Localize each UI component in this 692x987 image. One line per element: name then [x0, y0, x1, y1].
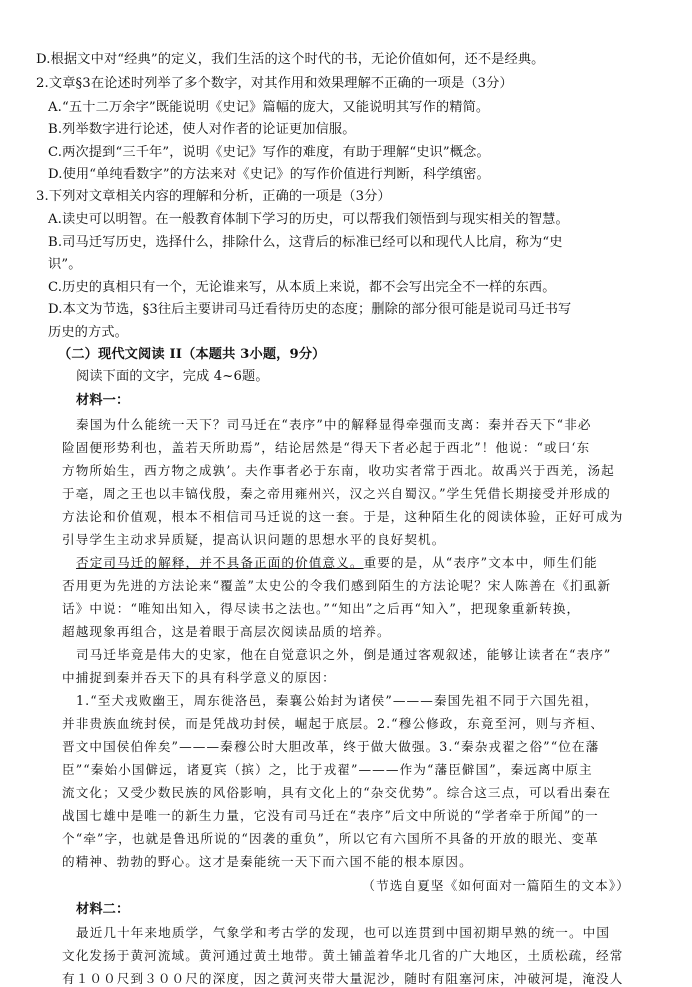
para4-line6: 战国七雄中是唯一的新生力量，它没有司马迁在“表序”后文中所说的“学者牵于所闻”的一 — [62, 808, 599, 823]
para4-line7: 个“牵”字，也就是鲁迅所说的“因袭的重负”，所以它有六国所不具备的开放的眼光、变革 — [62, 831, 599, 846]
question-3-stem: 3.下列对文章相关内容的理解和分析，正确的一项是（3分） — [36, 189, 391, 204]
q3-option-b-line2: 识”。 — [48, 257, 82, 272]
q2-option-a: A.“五十二万余字”既能说明《史记》篇幅的庞大，又能说明其写作的精简。 — [48, 100, 490, 115]
para4-line3: 晋文中国侯伯侔矣”———秦穆公时大胆改革，终于做大做强。3.“秦杂戎翟之俗”“位在藩 — [62, 739, 600, 754]
para5-line1: 最近几十年来地质学，气象学和考古学的发现，也可以连贯到中国初期早熟的统一。中国 — [76, 925, 611, 940]
para2-underlined-sentence: 否定司马迁的解释，并不具备正面的价值意义。 — [76, 555, 364, 570]
section-heading: （二）现代文阅读 II（本题共 3小题，9分） — [58, 347, 326, 362]
para3-line1: 司马迁毕竟是伟大的史家，他在自觉意识之外，倒是通过客观叙述，能够让读者在“表序” — [76, 647, 612, 662]
q2-option-c: C.两次提到“三千年”，说明《史记》写作的难度，有助于理解“史识”概念。 — [48, 145, 490, 160]
para2-line1 — [76, 555, 598, 571]
para4-line2: 并非贵族血统封侯，而是凭战功封侯，崛起于底层。2.“穆公修政，东竟至河，则与齐桓、 — [62, 716, 605, 731]
source-citation: （节选自夏坚《如何面对一篇陌生的文本》） — [362, 878, 630, 893]
para1-line5: 方法论和价值观，根本不相信司马迁说的这一套。于是，这种陌生化的阅读体验，正好可成为 — [62, 509, 624, 524]
instruction: 阅读下面的文字，完成 4~6题。 — [76, 369, 269, 384]
para5-line2: 文化发扬于黄河流域。黄河通过黄土地带。黄土铺盖着华北几省的广大地区，土质松疏，经常 — [62, 948, 624, 963]
question-2-stem: 2.文章§3在论述时列举了多个数字，对其作用和效果理解不正确的一项是（3分） — [36, 76, 513, 91]
para1-line2: 险固便形势利也，盖若天所助焉”，结论居然是“得天下者必起于西北”！他说：“或曰‘东 — [62, 440, 591, 455]
material-1-title: 材料一： — [76, 393, 130, 408]
para5-line3: 有１００尺到３００尺的深度，因之黄河夹带大量泥沙，随时有阻塞河床，冲破河堤，淹没人 — [62, 971, 624, 986]
para2-line3: 话》中说：“唯知出知入，得尽读书之法也。”“知出”之后再“知入”，把现象重新转换， — [62, 601, 581, 616]
para2-line4: 超越现象再组合，这是着眼于高层次阅读品质的培养。 — [62, 624, 391, 639]
para2-line1-rest: 重要的是，从“表序”文本中，师生们能 — [363, 555, 598, 570]
q2-option-b: B.列举数字进行论述，使人对作者的论证更加信服。 — [48, 122, 356, 137]
para2-line2: 否用更为先进的方法论来“覆盖”太史公的令我们感到陌生的方法论呢？宋人陈善在《扪虱新 — [62, 578, 612, 593]
q1-option-d: D.根据文中对“经典”的定义，我们生活的这个时代的书，无论价值如何，还不是经典。 — [36, 52, 545, 67]
para4-line1: 1.“至犬戎败幽王，周东徙洛邑，秦襄公始封为诸侯”———秦国先祖不同于六国先祖， — [76, 693, 599, 708]
q3-option-d-line1: D.本文为节选，§3往后主要讲司马迁看待历史的态度；删除的部分很可能是说司马迁书写 — [48, 302, 572, 317]
para1-line4: 于亳，周之王也以丰镐伐殷，秦之帝用雍州兴，汉之兴自蜀汉。”学生凭借长期接受并形成的 — [62, 486, 611, 501]
para1-line3: 方物所始生，西方物之成孰’。夫作事者必于东南，收功实者常于西北。故禹兴于西羌，汤起 — [62, 463, 615, 478]
para4-line4: 臣”“秦始小国僻远，诸夏宾（摈）之，比于戎翟”———作为“藩臣僻国”，秦远离中原主 — [62, 762, 593, 777]
para4-line8: 的精神、勃勃的野心。这才是秦能统一天下而六国不能的根本原因。 — [62, 854, 473, 869]
q3-option-b-line1: B.司马迁写历史，选择什么，排除什么，这背后的标准已经可以和现代人比肩，称为“史 — [48, 235, 563, 250]
para3-line2: 中捕捉到秦并吞天下的具有科学意义的原因： — [62, 670, 336, 685]
para1-line1: 秦国为什么能统一天下？司马迁在“表序”中的解释显得牵强而支离：秦并吞天下“非必 — [76, 417, 592, 432]
para4-line5: 流文化；又受少数民族的风俗影响，具有文化上的“杂交优势”。综合这三点，可以看出秦在 — [62, 785, 612, 800]
q3-option-c: C.历史的真相只有一个，无论谁来写，从本质上来说，都不会写出完全不一样的东西。 — [48, 280, 556, 295]
q3-option-d-line2: 历史的方式。 — [48, 325, 129, 340]
q3-option-a: A.读史可以明智。在一般教育体制下学习的历史，可以帮我们领悟到与现实相关的智慧。 — [48, 212, 569, 227]
para1-line6: 引导学生主动求异质疑，提高认识问题的思想水平的良好契机。 — [62, 532, 446, 547]
material-2-title: 材料二： — [76, 902, 130, 917]
q2-option-d: D.使用“单纯看数字”的方法来对《史记》的写作价值进行判断，科学缜密。 — [48, 167, 490, 182]
